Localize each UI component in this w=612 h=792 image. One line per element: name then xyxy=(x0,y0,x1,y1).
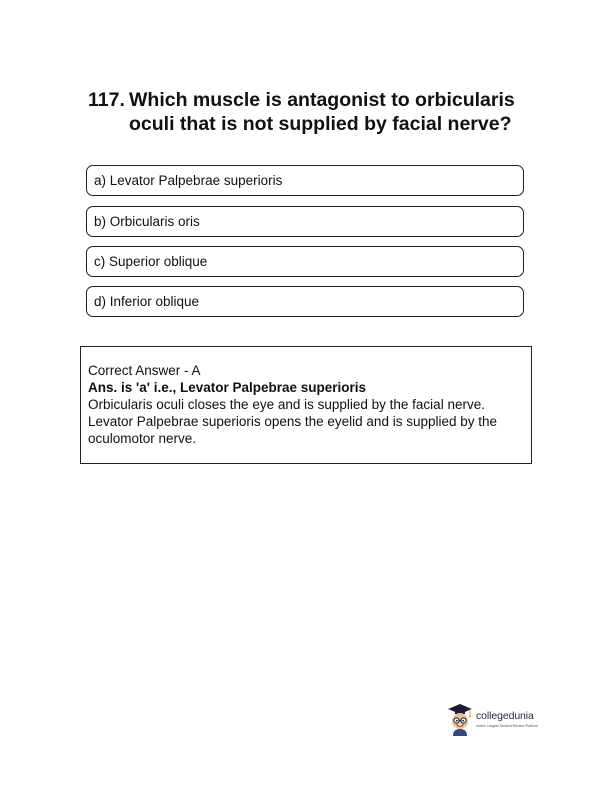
answer-explanation: Orbicularis oculi closes the eye and is supplied by the facial nerve. Levator Palpebrae superioris opens the eyelid and is supplied by the oculomotor nerve. xyxy=(88,397,498,446)
option-a[interactable]: a) Levator Palpebrae superioris xyxy=(86,165,524,196)
question-number: 117. xyxy=(88,89,125,111)
logo-tagline: India's Largest Student Review Platform xyxy=(476,724,539,728)
question xyxy=(88,88,528,136)
option-b[interactable]: b) Orbicularis oris xyxy=(86,206,524,237)
question-text: Which muscle is antagonist to orbicularis oculi that is not supplied by facial nerve? xyxy=(129,89,515,135)
collegedunia-logo xyxy=(447,702,547,736)
correct-answer: Correct Answer - A xyxy=(88,363,201,378)
answer-box xyxy=(80,346,532,464)
mascot-icon xyxy=(447,702,473,736)
option-d[interactable]: d) Inferior oblique xyxy=(86,286,524,317)
answer-title: Ans. is 'a' i.e., Levator Palpebrae superioris xyxy=(88,380,367,395)
logo-brand: collegedunia xyxy=(476,710,534,722)
option-c[interactable]: c) Superior oblique xyxy=(86,246,524,277)
